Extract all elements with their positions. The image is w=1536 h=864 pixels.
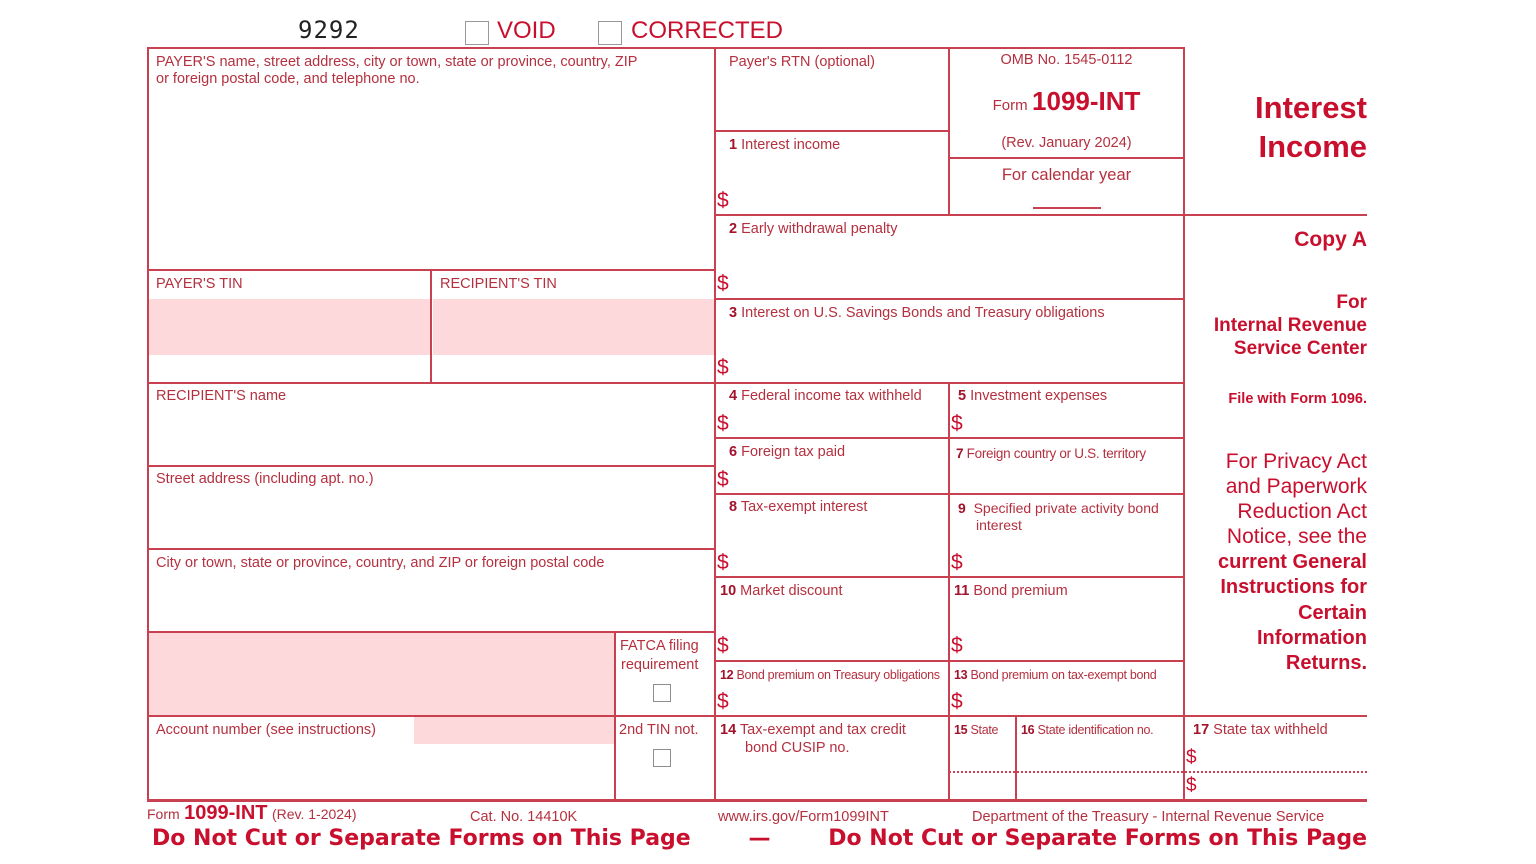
- box17-currency-1: $: [1186, 747, 1197, 768]
- form-code: 9292: [298, 16, 360, 44]
- box10-field[interactable]: [735, 604, 945, 658]
- box17-currency-2: $: [1186, 775, 1197, 796]
- row-line-158: [948, 157, 1184, 159]
- state-dotted-line: [949, 771, 1367, 773]
- box16-label: 16 State identification no.: [1021, 723, 1154, 737]
- instructions-line-2: Instructions for: [1220, 576, 1367, 598]
- box6-currency: $: [717, 468, 729, 491]
- box5-label: 5 Investment expenses: [958, 388, 1108, 404]
- box2-currency: $: [717, 272, 729, 295]
- copy-label: Copy A: [1294, 228, 1367, 251]
- instructions-line-5: Returns.: [1285, 652, 1367, 674]
- box4-currency: $: [717, 412, 729, 435]
- void-checkbox[interactable]: [465, 21, 489, 45]
- form-title-line: [950, 86, 1183, 117]
- instructions-line-3: Certain: [1298, 602, 1367, 624]
- box7-field[interactable]: [952, 464, 1180, 492]
- privacy-line-2: and Paperwork: [1225, 475, 1367, 498]
- box12-field[interactable]: [735, 686, 945, 714]
- box12-label: 12 Bond premium on Treasury obligations: [720, 668, 940, 682]
- box9-currency: $: [951, 551, 963, 574]
- footer-department: Department of the Treasury - Internal Revenue Service: [972, 809, 1325, 825]
- row-line-438: [715, 437, 1184, 439]
- row-line-215: [715, 214, 1367, 216]
- box17-label: 17 State tax withheld: [1193, 722, 1328, 738]
- corrected-label: CORRECTED: [631, 17, 784, 44]
- row-line-549: [147, 548, 715, 550]
- payer-tin-field[interactable]: [150, 298, 429, 381]
- footer-form-name: 1099-INT: [184, 802, 268, 824]
- box9-label-1: 9 Specified private activity bond: [958, 500, 1159, 516]
- fatca-label-2: requirement: [621, 657, 699, 673]
- box2-field[interactable]: [735, 242, 1180, 296]
- title-line-1: Interest: [1255, 90, 1367, 125]
- box17-field-2[interactable]: [1202, 774, 1365, 798]
- calendar-year-label: For calendar year: [1001, 166, 1132, 184]
- footer-cat-no: Cat. No. 14410K: [470, 809, 578, 825]
- form-name: 1099-INT: [1032, 86, 1141, 116]
- box6-label: 6 Foreign tax paid: [729, 444, 846, 460]
- box14-label-2: bond CUSIP no.: [745, 740, 850, 756]
- box17-field-1[interactable]: [1202, 742, 1365, 770]
- recipient-name-field[interactable]: [150, 406, 712, 464]
- box9-field[interactable]: [968, 536, 1180, 574]
- privacy-line-3: Reduction Act: [1237, 500, 1367, 523]
- box8-label: 8 Tax-exempt interest: [729, 499, 868, 515]
- account-number-field[interactable]: [150, 745, 612, 798]
- copy-for-2: Internal Revenue: [1213, 315, 1367, 336]
- recipient-name-label: RECIPIENT'S name: [156, 388, 287, 404]
- warning-right: Do Not Cut or Separate Forms on This Page: [828, 826, 1367, 851]
- frame-left: [147, 47, 149, 801]
- row-line-661: [715, 660, 1184, 662]
- box15-field-1[interactable]: [951, 742, 1013, 770]
- box1-currency: $: [717, 189, 729, 212]
- box10-label: 10 Market discount: [720, 583, 843, 599]
- city-field[interactable]: [150, 574, 712, 630]
- box10-currency: $: [717, 634, 729, 657]
- account-shade: [414, 717, 614, 744]
- payer-name-label-2: or foreign postal code, and telephone no.: [156, 71, 420, 87]
- copy-for-1: For: [1336, 292, 1367, 313]
- omb-number: OMB No. 1545-0112: [1000, 52, 1133, 68]
- frame-top: [147, 47, 1185, 49]
- box4-label: 4 Federal income tax withheld: [729, 388, 922, 404]
- box4-field[interactable]: [735, 408, 945, 436]
- col-line-948b: [948, 383, 950, 801]
- instructions-line-1: current General: [1218, 551, 1367, 573]
- col-line-1183: [1183, 47, 1185, 801]
- box2-label: 2 Early withdrawal penalty: [729, 221, 898, 237]
- box3-label: 3 Interest on U.S. Savings Bonds and Treasury obligations: [729, 305, 1105, 321]
- row-line-131: [715, 130, 949, 132]
- row-line-577: [715, 576, 1184, 578]
- void-label: VOID: [497, 17, 556, 44]
- box13-label: 13 Bond premium on tax-exempt bond: [954, 668, 1157, 682]
- account-number-label: Account number (see instructions): [156, 722, 377, 738]
- form-prefix: Form: [992, 97, 1028, 114]
- row-line-383: [147, 382, 1184, 384]
- corrected-checkbox[interactable]: [598, 21, 622, 45]
- box13-field[interactable]: [968, 686, 1180, 714]
- title-line-2: Income: [1258, 129, 1367, 164]
- privacy-line-1: For Privacy Act: [1225, 450, 1367, 473]
- box8-field[interactable]: [735, 520, 945, 574]
- rtn-label: Payer's RTN (optional): [729, 54, 875, 70]
- box14-label-1: 14 Tax-exempt and tax credit: [720, 722, 906, 738]
- fatca-left-shade: [148, 633, 614, 716]
- footer-website[interactable]: www.irs.gov/Form1099INT: [718, 809, 889, 825]
- box11-field[interactable]: [968, 604, 1180, 658]
- warning-left: Do Not Cut or Separate Forms on This Page: [152, 826, 691, 851]
- box6-field[interactable]: [735, 464, 945, 492]
- row-line-494: [715, 493, 1184, 495]
- box3-field[interactable]: [735, 326, 1180, 380]
- box1-field[interactable]: [735, 160, 945, 212]
- street-address-label: Street address (including apt. no.): [156, 471, 374, 487]
- box5-field[interactable]: [968, 408, 1180, 436]
- row-line-466: [147, 465, 715, 467]
- payer-name-field[interactable]: [150, 90, 712, 268]
- box15-field-2[interactable]: [951, 774, 1013, 798]
- box8-currency: $: [717, 551, 729, 574]
- box11-label: 11 Bond premium: [954, 583, 1068, 599]
- box7-label: 7 Foreign country or U.S. territory: [956, 446, 1146, 461]
- box11-currency: $: [951, 634, 963, 657]
- city-label: City or town, state or province, country, and ZIP or foreign postal code: [156, 555, 605, 571]
- fatca-label-1: FATCA filing: [620, 638, 699, 654]
- revision: (Rev. January 2024): [1001, 135, 1132, 151]
- calendar-year-field[interactable]: [1030, 188, 1104, 208]
- box9-label-2: interest: [976, 517, 1022, 533]
- fatca-checkbox[interactable]: [653, 684, 671, 702]
- row-line-270: [147, 269, 715, 271]
- footer-form-id: [147, 802, 357, 825]
- row-line-632: [147, 631, 715, 633]
- box16-field-2[interactable]: [1018, 774, 1181, 798]
- footer-warning-line: [152, 826, 1367, 851]
- box16-field-1[interactable]: [1018, 742, 1181, 770]
- copy-for-3: Service Center: [1233, 338, 1367, 359]
- instructions-line-4: Information: [1257, 627, 1367, 649]
- street-address-field[interactable]: [150, 490, 712, 547]
- col-line-1015: [1015, 716, 1017, 801]
- box13-currency: $: [951, 690, 963, 713]
- footer-revision: (Rev. 1-2024): [271, 806, 357, 822]
- payer-name-label-1: PAYER'S name, street address, city or town, state or province, country, ZIP: [156, 54, 638, 70]
- file-with-form: File with Form 1096.: [1228, 391, 1367, 407]
- recipient-tin-field[interactable]: [434, 298, 713, 381]
- box15-label: 15 State: [954, 723, 999, 737]
- box1-label: 1 Interest income: [729, 137, 841, 153]
- second-tin-label: 2nd TIN not.: [619, 722, 699, 738]
- footer-form-prefix: Form: [147, 806, 180, 822]
- box12-currency: $: [717, 690, 729, 713]
- payer-tin-label: PAYER'S TIN: [156, 276, 243, 292]
- box14-field[interactable]: [718, 760, 946, 798]
- row-line-716: [147, 715, 1367, 717]
- privacy-line-4: Notice, see the: [1226, 525, 1367, 548]
- row-line-299: [715, 298, 1184, 300]
- recipient-tin-label: RECIPIENT'S TIN: [440, 276, 557, 292]
- col-line-431: [430, 270, 432, 383]
- box3-currency: $: [717, 356, 729, 379]
- rtn-field[interactable]: [718, 74, 946, 129]
- box5-currency: $: [951, 412, 963, 435]
- second-tin-checkbox[interactable]: [653, 749, 671, 767]
- col-line-715: [714, 47, 716, 801]
- warning-separator: —: [748, 826, 771, 851]
